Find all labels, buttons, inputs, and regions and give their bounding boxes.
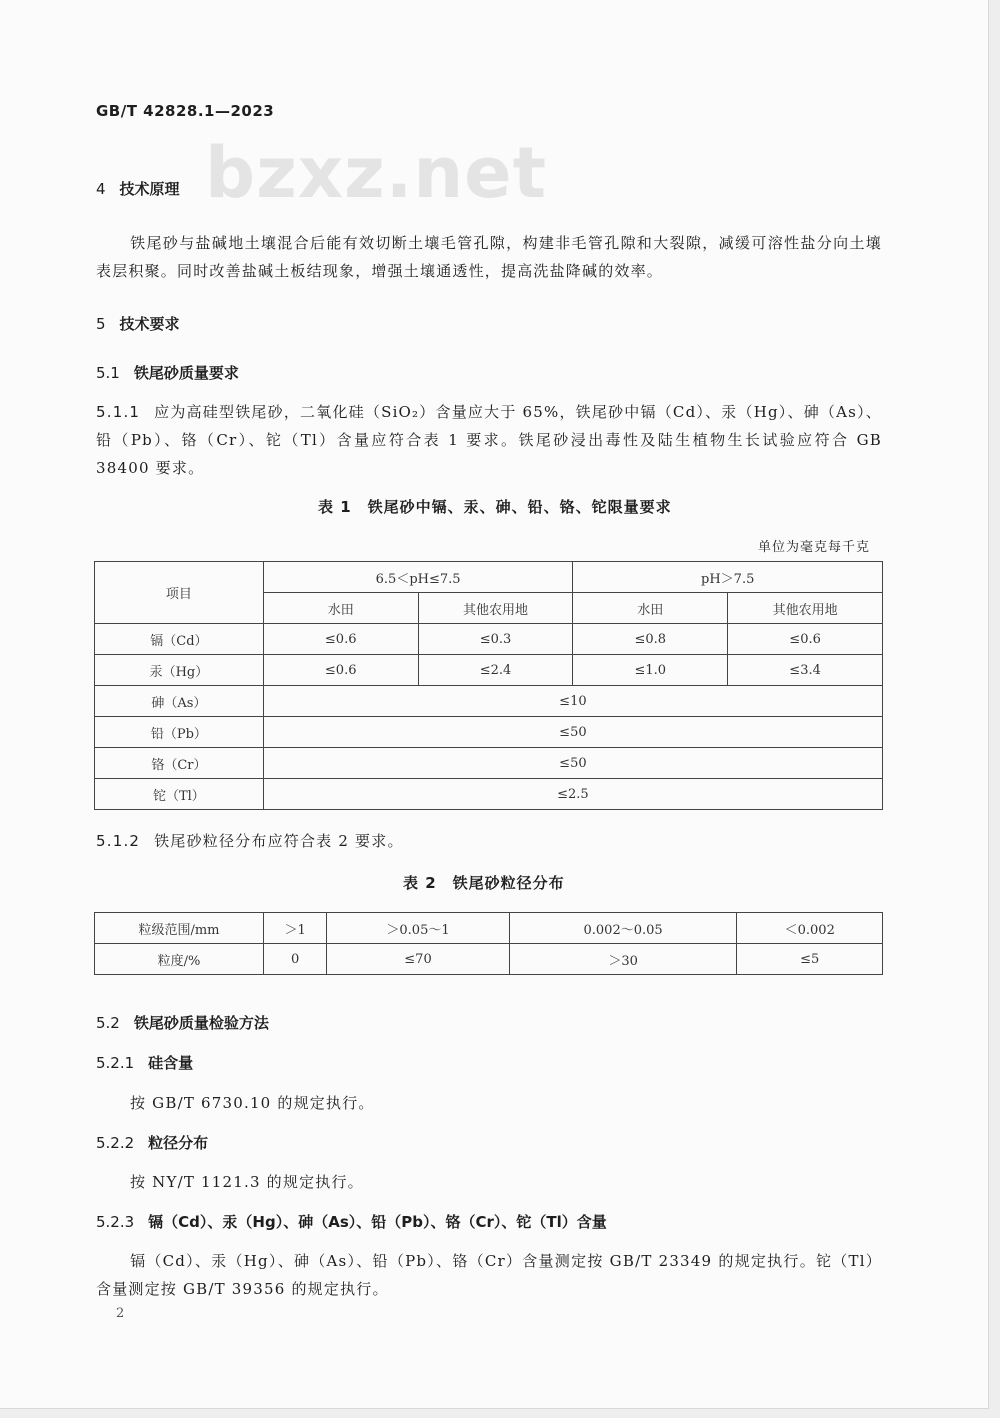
table-2 <box>94 912 883 975</box>
section-5-2-2-paragraph <box>96 1168 882 1196</box>
watermark: bzxz.net <box>205 132 548 214</box>
table-header-cell: 水田 <box>263 593 418 624</box>
section-number: 5 <box>96 315 106 333</box>
section-title: 铁尾砂质量检验方法 <box>133 1014 269 1032</box>
table-row <box>95 562 883 593</box>
section-title: 镉（Cd）、汞（Hg）、砷（As）、铅（Pb）、铬（Cr）、铊（Tl）含量 <box>148 1213 607 1231</box>
table-1-unit: 单位为毫克每千克 <box>757 540 870 555</box>
table-header-cell: 水田 <box>573 593 728 624</box>
section-title: 技术原理 <box>119 180 180 198</box>
table-row <box>95 655 883 686</box>
section-5-1-1-paragraph <box>96 398 882 482</box>
table-cell: ＜0.002 <box>737 913 883 944</box>
table-cell: ≤0.6 <box>263 624 418 655</box>
table-row <box>95 686 883 717</box>
section-number: 5.2 <box>96 1014 120 1032</box>
table-row-label: 粒级范围/mm <box>95 913 264 944</box>
section-number: 5.1 <box>96 364 120 382</box>
section-title: 粒径分布 <box>148 1134 209 1152</box>
table-header-cell: 其他农用地 <box>728 593 883 624</box>
table-cell: 0.002～0.05 <box>509 913 737 944</box>
section-5-2-heading <box>96 1012 269 1033</box>
table-row <box>95 944 883 975</box>
section-5-2-3-heading <box>96 1211 607 1232</box>
section-5-1-2-paragraph <box>96 827 882 855</box>
section-5-2-2-heading <box>96 1132 208 1153</box>
table-row <box>95 717 883 748</box>
section-title: 铁尾砂质量要求 <box>133 364 239 382</box>
paragraph-text: 按 GB/T 6730.10 的规定执行。 <box>130 1094 375 1112</box>
section-number: 5.2.1 <box>96 1054 135 1072</box>
table-header-cell: 6.5＜pH≤7.5 <box>263 562 573 593</box>
section-5-1-heading <box>96 362 239 383</box>
table-row-label: 铅（Pb） <box>95 717 264 748</box>
table-cell: ≤5 <box>737 944 883 975</box>
paragraph-text: 镉（Cd）、汞（Hg）、砷（As）、铅（Pb）、铬（Cr）含量测定按 GB/T 23349 的规定执行。铊（Tl）含量测定按 GB/T 39356 的规定执行。 <box>96 1252 882 1298</box>
section-4-paragraph <box>96 229 882 285</box>
table-row-label: 砷（As） <box>95 686 264 717</box>
section-number: 5.2.2 <box>96 1134 135 1152</box>
table-row <box>95 624 883 655</box>
paragraph-text: 按 NY/T 1121.3 的规定执行。 <box>130 1173 364 1191</box>
section-title: 硅含量 <box>148 1054 194 1072</box>
table-cell: ≤70 <box>327 944 509 975</box>
table-cell: ＞30 <box>509 944 737 975</box>
section-5-heading <box>96 313 180 334</box>
paragraph-text: 铁尾砂粒径分布应符合表 2 要求。 <box>154 832 404 850</box>
table-cell: ≤0.6 <box>728 624 883 655</box>
table-cell: ≤0.8 <box>573 624 728 655</box>
page-number: 2 <box>116 1306 125 1321</box>
table-cell: ≤50 <box>263 748 882 779</box>
table-cell: ≤2.5 <box>263 779 882 810</box>
section-5-2-1-paragraph <box>96 1089 882 1117</box>
table-cell: ≤0.6 <box>263 655 418 686</box>
section-number: 5.2.3 <box>96 1213 135 1231</box>
section-title: 技术要求 <box>119 315 180 333</box>
table-2-title: 表 2 铁尾砂粒径分布 <box>403 874 565 892</box>
table-row-label: 铬（Cr） <box>95 748 264 779</box>
table-row <box>95 913 883 944</box>
table-1-title: 表 1 铁尾砂中镉、汞、砷、铅、铬、铊限量要求 <box>318 498 672 516</box>
section-4-heading <box>96 178 180 199</box>
table-cell: ≤1.0 <box>573 655 728 686</box>
paragraph-text: 应为高硅型铁尾砂，二氧化硅（SiO₂）含量应大于 65%，铁尾砂中镉（Cd）、汞（Hg）、砷（As）、铅（Pb）、铬（Cr）、铊（Tl）含量应符合表 1 要求。铁尾砂浸出毒性及陆生植物生长试验应符合 GB 38400 要求。 <box>96 403 882 477</box>
clause-number: 5.1.1 <box>96 403 141 421</box>
table-cell: ＞0.05～1 <box>327 913 509 944</box>
table-row <box>95 779 883 810</box>
table-header-cell: 项目 <box>95 562 264 624</box>
table-row-label: 汞（Hg） <box>95 655 264 686</box>
clause-number: 5.1.2 <box>96 832 141 850</box>
table-cell: ≤2.4 <box>418 655 573 686</box>
table-cell: ≤10 <box>263 686 882 717</box>
table-header-cell: 其他农用地 <box>418 593 573 624</box>
document-id: GB/T 42828.1—2023 <box>96 102 275 120</box>
table-row-label: 铊（Tl） <box>95 779 264 810</box>
table-cell: 0 <box>264 944 327 975</box>
section-number: 4 <box>96 180 106 198</box>
table-cell: ≤0.3 <box>418 624 573 655</box>
table-header-cell: pH＞7.5 <box>573 562 883 593</box>
section-5-2-1-heading <box>96 1052 193 1073</box>
table-cell: ≤50 <box>263 717 882 748</box>
table-row-label: 粒度/% <box>95 944 264 975</box>
section-5-2-3-paragraph <box>96 1247 882 1303</box>
table-row <box>95 748 883 779</box>
paragraph-text: 铁尾砂与盐碱地土壤混合后能有效切断土壤毛管孔隙，构建非毛管孔隙和大裂隙，减缓可溶性盐分向土壤表层积聚。同时改善盐碱土板结现象，增强土壤通透性，提高洗盐降碱的效率。 <box>96 234 882 280</box>
table-cell: ≤3.4 <box>728 655 883 686</box>
table-row-label: 镉（Cd） <box>95 624 264 655</box>
table-1 <box>94 561 883 810</box>
table-cell: ＞1 <box>264 913 327 944</box>
